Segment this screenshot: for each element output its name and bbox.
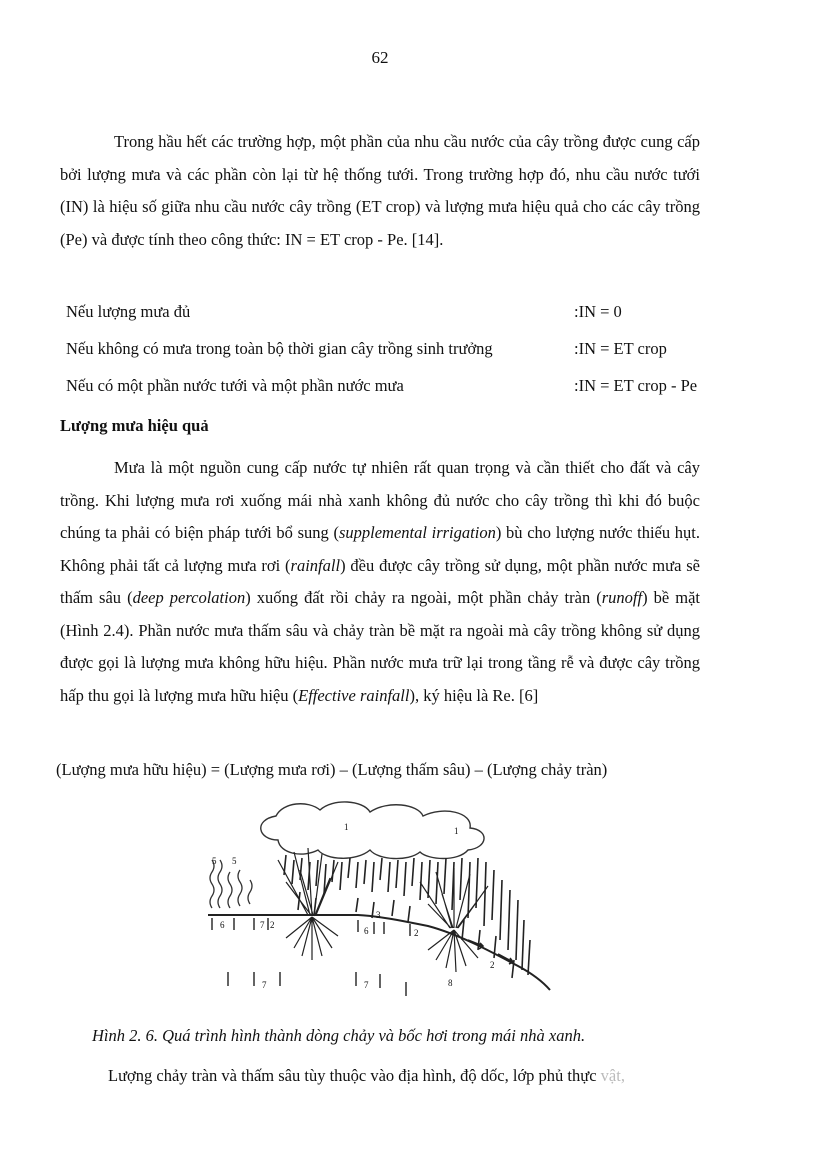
irrigation-cases: [66, 296, 726, 407]
figure-label: 8: [448, 978, 453, 988]
percolation-arrows: [212, 918, 410, 996]
body-text: ) xuống đất rồi chảy ra ngoài, một phần chảy tràn (: [245, 588, 602, 607]
case-condition: Nếu không có mưa trong toàn bộ thời gian cây trồng sinh trưởng: [66, 339, 493, 358]
case-row: [66, 333, 726, 370]
body-text: ) đều được cây trồng sử dụng, một phần nước mưa sẽ thấm sâu (: [60, 555, 700, 607]
section-body: [60, 452, 700, 712]
runoff-figure: [198, 800, 558, 1010]
body-text: ), ký hiệu là Re. [6]: [409, 685, 539, 705]
continuation-main: Lượng chảy tràn và thấm sâu tùy thuộc vào địa hình, độ dốc, lớp phủ thực: [108, 1066, 601, 1085]
figure-label: 6: [220, 920, 225, 930]
term-supplemental-irrigation: supplemental irrigation: [338, 523, 496, 542]
plant-right: [420, 868, 488, 972]
case-result: :IN = ET crop - Pe: [574, 376, 698, 395]
case-row: [66, 370, 726, 407]
case-condition: Nếu có một phần nước tưới và một phần nước mưa: [66, 376, 404, 395]
section-heading: Lượng mưa hiệu quả: [60, 416, 209, 435]
body-text: ) bù cho lượng nước thiếu hụt. Không phải tất cả lượng mưa rơi (: [60, 523, 701, 575]
body-text: Mưa là một nguồn cung cấp nước tự nhiên rất quan trọng và cần thiết cho đất và cây trồng. Khi lượng mưa rơi xuống mái nhà xanh không đủ nước cho cây trồng thì khi đó buộc chúng ta phải có biện pháp tưới bổ sung (: [60, 458, 700, 542]
intro-paragraph: Trong hầu hết các trường hợp, một phần của nhu cầu nước của cây trồng được cung cấp bởi lượng mưa và các phần còn lại từ hệ thống tưới. Trong trường hợp đó, nhu cầu nước tưới (IN) là hiệu số giữa nhu cầu nước cây trồng (ET crop) và lượng mưa hiệu quả cho các cây trồng (Pe) và được tính theo công thức: IN = ET crop - Pe. [14].: [60, 132, 700, 249]
figure-label: 1: [344, 822, 349, 832]
effective-rainfall-equation: (Lượng mưa hữu hiệu) = (Lượng mưa rơi) – (Lượng thấm sâu) – (Lượng chảy tràn): [56, 760, 608, 779]
figure-label: 5: [232, 856, 237, 866]
figure-label: 2: [270, 920, 275, 930]
figure-label: 7: [364, 980, 369, 990]
figure-label: 5: [212, 856, 217, 866]
figure-label: 1: [454, 826, 459, 836]
case-row: [66, 296, 726, 333]
case-result: :IN = ET crop: [574, 339, 667, 358]
evaporation-lines: [210, 860, 252, 908]
figure-label: 7: [262, 980, 267, 990]
term-deep-percolation: deep percolation: [132, 588, 246, 607]
figure-label: 3: [376, 910, 381, 920]
figure-caption: Hình 2. 6. Quá trình hình thành dòng chảy và bốc hơi trong mái nhà xanh.: [92, 1026, 586, 1045]
figure-label: 7: [260, 920, 265, 930]
plant-left: [278, 848, 338, 960]
term-runoff: runoff: [601, 588, 643, 607]
cloud-illustration: [261, 802, 484, 859]
figure-label: 2: [414, 928, 419, 938]
case-condition: Nếu lượng mưa đủ: [66, 302, 191, 321]
term-effective-rainfall: Effective rainfall: [298, 685, 410, 705]
page-number: 62: [371, 48, 389, 67]
continuation-faded: vật,: [600, 1066, 625, 1085]
figure-label: 6: [364, 926, 369, 936]
term-rainfall: rainfall: [290, 555, 341, 575]
case-result: :IN = 0: [574, 302, 622, 321]
continuation-text: [108, 1066, 625, 1086]
figure-label: 2: [490, 960, 495, 970]
body-text: ) bề mặt (Hình 2.4). Phần nước mưa thấm sâu và chảy tràn bề mặt ra ngoài mà cây trồng không sử dụng được gọi là lượng mưa không hữu hiệu. Phần nước mưa trữ lại trong tầng rễ và được cây trồng hấp thu gọi là lượng mưa hữu hiệu (: [60, 588, 701, 705]
